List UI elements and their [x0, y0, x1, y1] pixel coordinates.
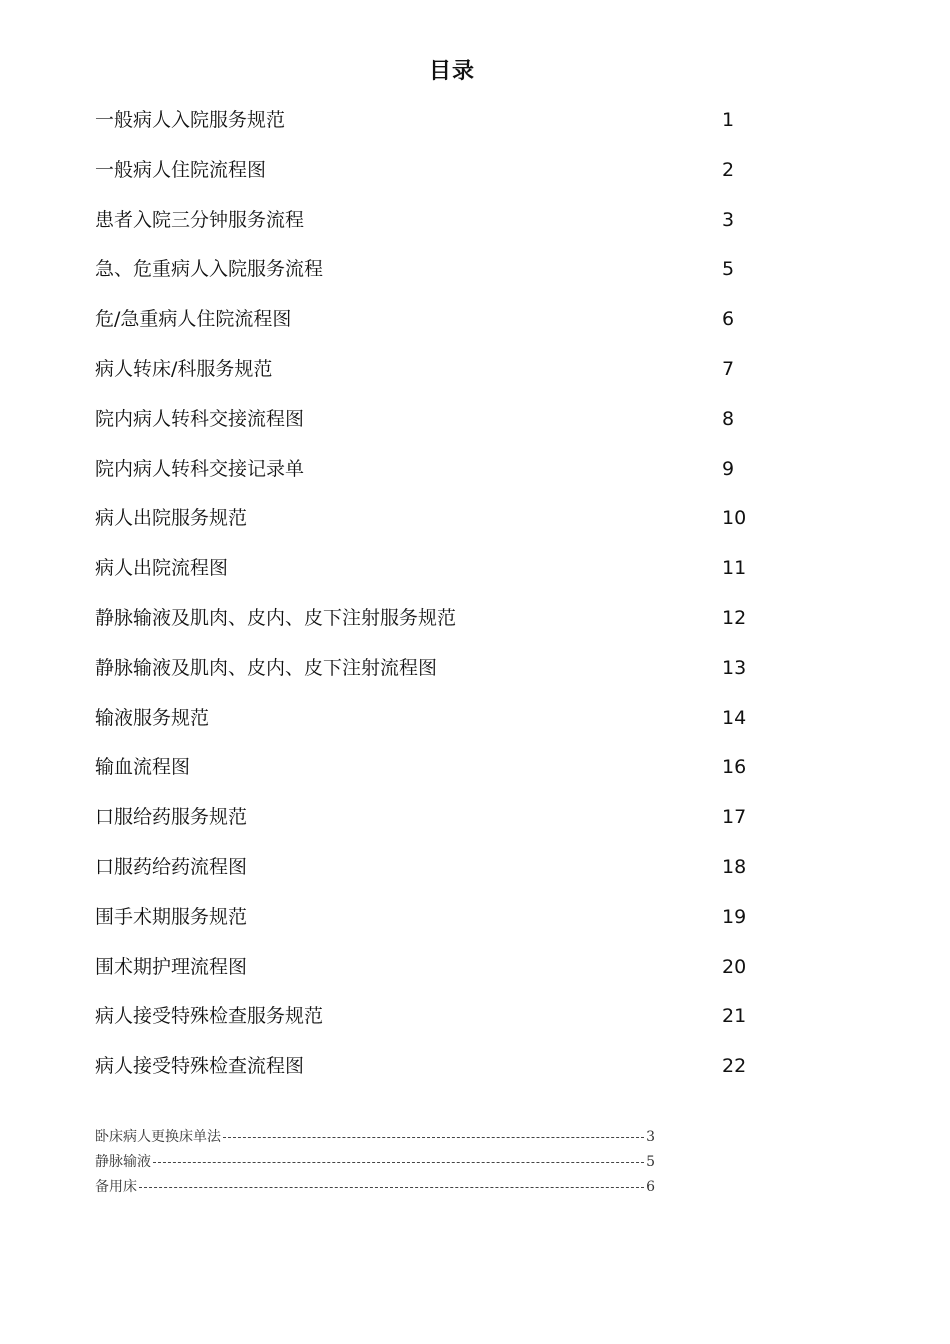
toc-entry-page: 18	[722, 855, 747, 878]
table-of-contents	[95, 107, 795, 1103]
toc-entry-page: 8	[722, 407, 735, 430]
toc-entry-label: 院内病人转科交接流程图	[95, 407, 305, 430]
toc-entry[interactable]	[95, 754, 795, 804]
toc-entry-page: 14	[722, 706, 747, 729]
toc-entry-page: 20	[722, 955, 747, 978]
secondary-toc-label: 卧床病人更换床单法	[95, 1128, 221, 1145]
toc-entry-label: 病人接受特殊检查服务规范	[95, 1005, 324, 1028]
toc-entry-page: 10	[722, 507, 747, 530]
dash-leader	[139, 1187, 644, 1188]
toc-entry-page: 2	[722, 158, 735, 181]
toc-entry-label: 急、危重病人入院服务流程	[95, 258, 324, 281]
toc-entry[interactable]	[95, 655, 795, 705]
toc-entry[interactable]	[95, 555, 795, 605]
toc-entry-page: 9	[722, 457, 735, 480]
toc-entry[interactable]	[95, 406, 795, 456]
toc-entry-page: 3	[722, 208, 735, 231]
toc-entry-label: 输液服务规范	[95, 706, 210, 729]
toc-entry-label: 输血流程图	[95, 756, 191, 779]
toc-entry[interactable]	[95, 356, 795, 406]
secondary-toc-page: 6	[646, 1178, 655, 1195]
toc-entry[interactable]	[95, 705, 795, 755]
toc-entry-page: 17	[722, 806, 747, 829]
toc-entry[interactable]	[95, 1053, 795, 1103]
secondary-toc-page: 3	[646, 1128, 655, 1145]
toc-entry-page: 6	[722, 308, 735, 331]
secondary-toc-entry[interactable]	[95, 1174, 655, 1199]
toc-entry[interactable]	[95, 804, 795, 854]
toc-entry-page: 16	[722, 756, 747, 779]
toc-entry-page: 13	[722, 656, 747, 679]
dash-leader	[153, 1162, 644, 1163]
toc-entry-label: 静脉输液及肌肉、皮内、皮下注射流程图	[95, 656, 438, 679]
toc-entry-label: 口服药给药流程图	[95, 855, 248, 878]
toc-entry-page: 7	[722, 357, 735, 380]
toc-entry-page: 12	[722, 606, 747, 629]
toc-entry[interactable]	[95, 107, 795, 157]
toc-entry-page: 5	[722, 258, 735, 281]
toc-entry-label: 病人接受特殊检查流程图	[95, 1055, 305, 1078]
secondary-toc-entry[interactable]	[95, 1149, 655, 1174]
toc-entry-label: 口服给药服务规范	[95, 806, 248, 829]
dash-leader	[223, 1137, 644, 1138]
toc-entry-label: 病人出院服务规范	[95, 507, 248, 530]
toc-entry-label: 病人出院流程图	[95, 557, 229, 580]
toc-entry-page: 21	[722, 1005, 747, 1028]
secondary-toc-entry[interactable]	[95, 1124, 655, 1149]
toc-entry[interactable]	[95, 306, 795, 356]
toc-entry-page: 22	[722, 1055, 747, 1078]
toc-entry[interactable]	[95, 207, 795, 257]
page-title: 目录	[428, 59, 475, 84]
toc-entry-label: 危/急重病人住院流程图	[95, 308, 292, 331]
toc-entry[interactable]	[95, 256, 795, 306]
toc-entry-label: 患者入院三分钟服务流程	[95, 208, 305, 231]
toc-entry[interactable]	[95, 605, 795, 655]
toc-entry[interactable]	[95, 505, 795, 555]
toc-entry-label: 病人转床/科服务规范	[95, 357, 273, 380]
toc-entry-page: 11	[722, 557, 747, 580]
secondary-toc-label: 备用床	[95, 1178, 137, 1195]
toc-entry-label: 围手术期服务规范	[95, 905, 248, 928]
secondary-toc-label: 静脉输液	[95, 1153, 151, 1170]
toc-entry[interactable]	[95, 456, 795, 506]
toc-entry-label: 一般病人入院服务规范	[95, 109, 286, 131]
toc-entry[interactable]	[95, 904, 795, 954]
toc-entry-label: 一般病人住院流程图	[95, 158, 267, 181]
toc-entry[interactable]	[95, 954, 795, 1004]
toc-entry-label: 院内病人转科交接记录单	[95, 457, 305, 480]
toc-entry-page: 1	[722, 109, 735, 131]
toc-entry[interactable]	[95, 1003, 795, 1053]
toc-entry-label: 静脉输液及肌肉、皮内、皮下注射服务规范	[95, 606, 457, 629]
toc-entry[interactable]	[95, 854, 795, 904]
secondary-toc-page: 5	[646, 1153, 655, 1170]
toc-entry-label: 围术期护理流程图	[95, 955, 248, 978]
secondary-toc	[95, 1124, 695, 1199]
toc-entry[interactable]	[95, 157, 795, 207]
toc-entry-page: 19	[722, 905, 747, 928]
